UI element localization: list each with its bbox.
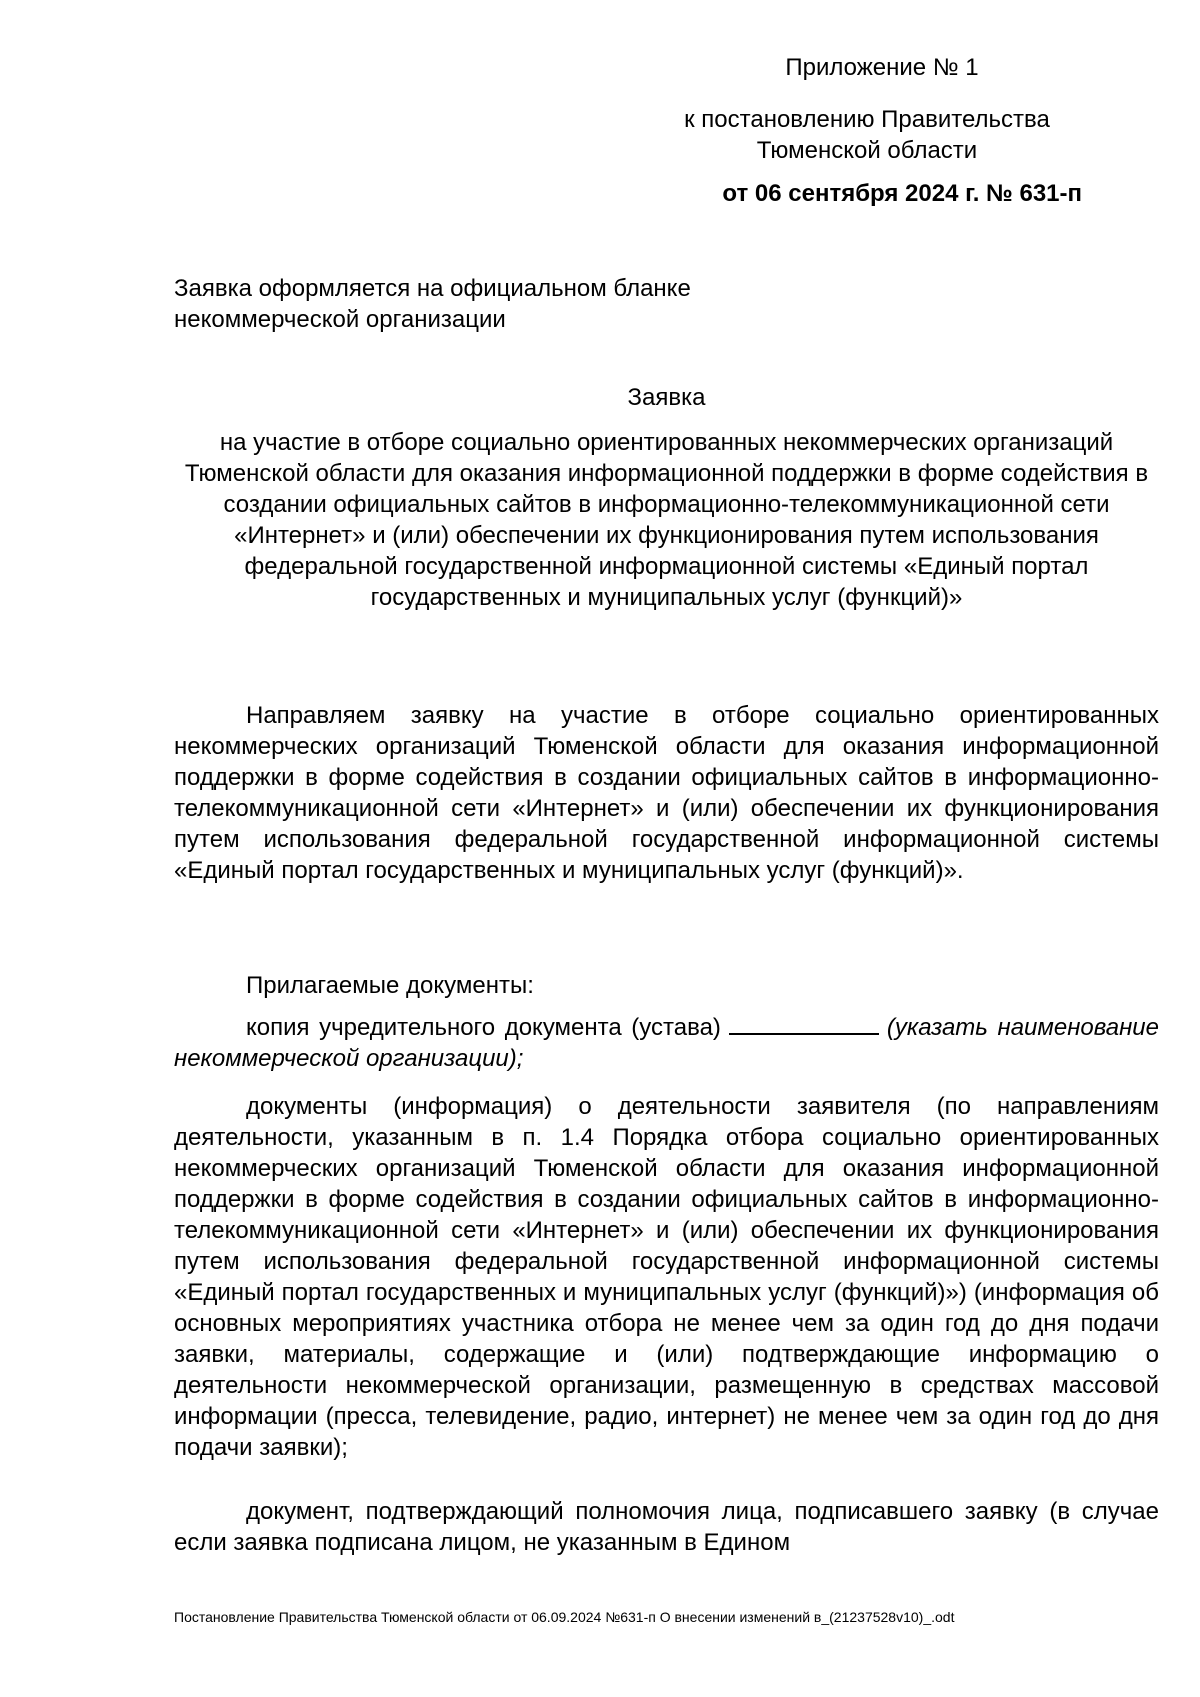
attached-documents-heading: Прилагаемые документы:	[246, 972, 534, 999]
attached-item-1-italic: (указать наименование некоммерческой организации);	[174, 1014, 1159, 1072]
appendix-number: Приложение № 1	[785, 54, 979, 81]
attached-item-1-text: копия учредительного документа (устава)	[246, 1014, 721, 1041]
appendix-header	[652, 52, 1082, 209]
document-title: Заявка	[627, 384, 706, 411]
attached-item-1	[174, 1012, 1159, 1074]
blank-note-line1: Заявка оформляется на официальном бланке	[174, 275, 691, 302]
appendix-date-number: от 06 сентября 2024 г. № 631-п	[722, 180, 1082, 207]
appendix-reference-line2: Тюменской области	[756, 137, 978, 164]
page-footer: Постановление Правительства Тюменской области от 06.09.2024 №631-п О внесении изменений в_(21237528v10)_.odt	[174, 1609, 955, 1625]
attached-item-2: документы (информация) о деятельности заявителя (по направлениям деятельности, указанным в п. 1.4 Порядка отбора социально ориентированных некоммерческих организаций Тюменской области для оказания информационной поддержки в форме содействия в создании официальных сайтов в информационно-телекоммуникационной сети «Интернет» и (или) обеспечении их функционирования путем использования федеральной государственной информационной системы «Единый портал государственных и муниципальных услуг (функций)») (информация об основных мероприятиях участника отбора не менее чем за один год до дня подачи заявки, материалы, содержащие и (или) подтверждающие информацию о деятельности некоммерческой организации, размещенную в средствах массовой информации (пресса, телевидение, радио, интернет) не менее чем за один год до дня подачи заявки);	[174, 1093, 1159, 1461]
attached-item-3: документ, подтверждающий полномочия лица, подписавшего заявку (в случае если заявка подписана лицом, не указанным в Едином	[174, 1498, 1159, 1556]
blank-note-line2: некоммерческой организации	[174, 306, 506, 333]
document-subtitle: на участие в отборе социально ориентированных некоммерческих организаций Тюменской области для оказания информационной поддержки в форме содействия в создании официальных сайтов в информационно-телекоммуникационной сети «Интернет» и (или) обеспечении их функционирования путем использования федеральной государственной информационной системы «Единый портал государственных и муниципальных услуг (функций)»	[184, 429, 1149, 611]
appendix-reference-line1: к постановлению Правительства	[684, 106, 1050, 133]
paragraph-1: Направляем заявку на участие в отборе социально ориентированных некоммерческих организаций Тюменской области для оказания информационной поддержки в форме содействия в создании официальных сайтов в информационно-телекоммуникационной сети «Интернет» и (или) обеспечении их функционирования путем использования федеральной государственной информационной системы «Единый портал государственных и муниципальных услуг (функций)».	[174, 702, 1159, 884]
fill-in-blank-line	[729, 1013, 879, 1035]
blank-note	[174, 273, 774, 335]
